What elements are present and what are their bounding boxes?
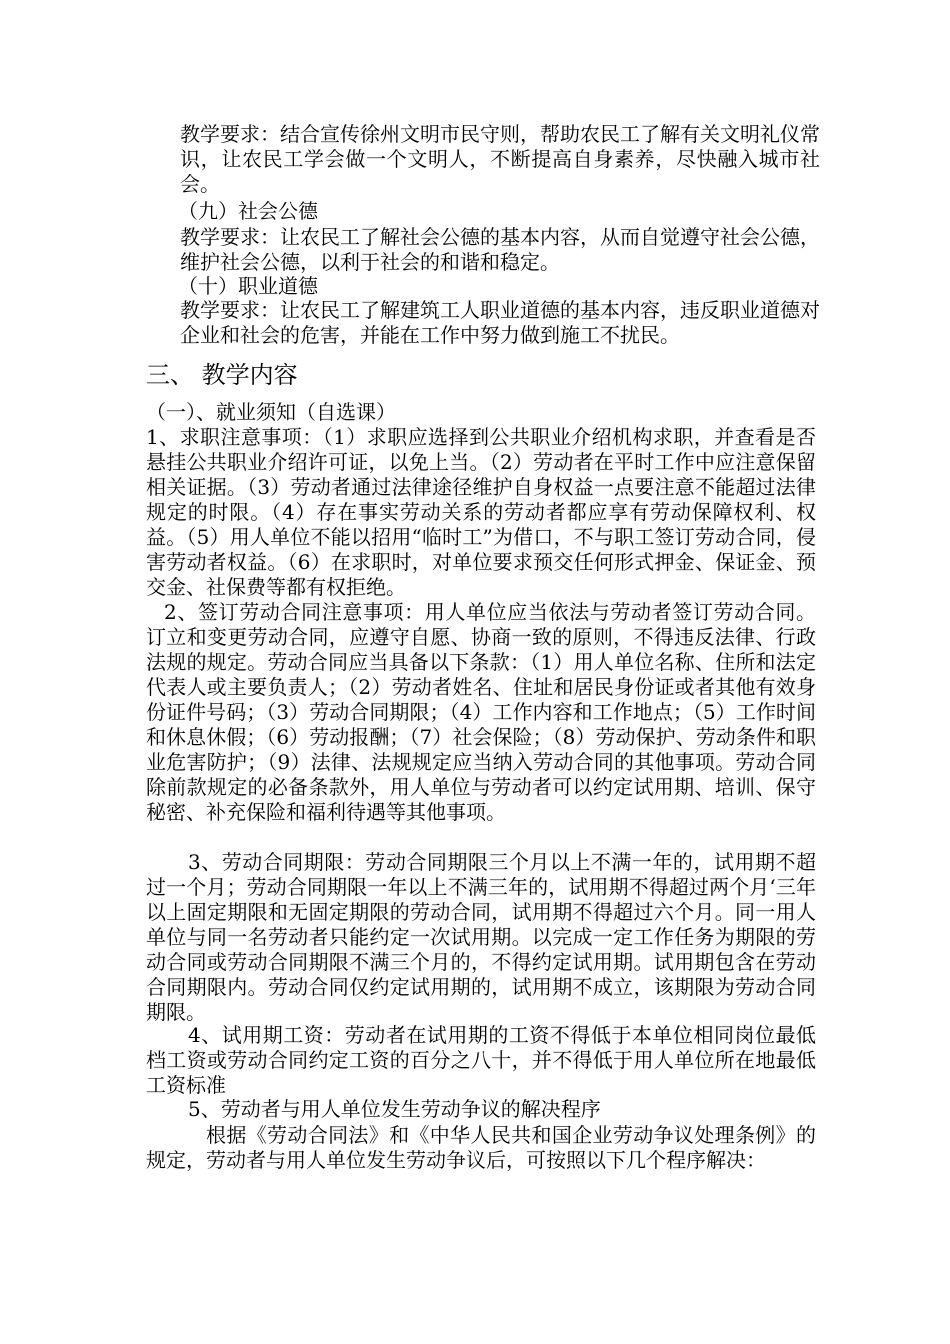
item-2-contract-notes: 2、签订劳动合同注意事项：用人单位应当依法与劳动者签订劳动合同。订立和变更劳动合同，应遵守自愿、协商一致的原则，不得违反法律、行政法规的规定。劳动合同应当具备以下条款：（1）用人单位名称、住所和法定代表人或主要负责人；（2）劳动者姓名、住址和居民身份证或者其他有效身份证件号码；（3）劳动合同期限；（4）工作内容和工作地点；（5）工作时间和休息休假；（6）劳动报酬；（7）社会保险；（8）劳动保护、劳动条件和职业危害防护；（9）法律、法规规定应当纳入劳动合同的其他事项。劳动合同除前款规定的必备条款外，用人单位与劳动者可以约定试用期、培训、保守秘密、补充保险和福利待遇等其他事项。 xyxy=(146,600,816,824)
subsection-10-title: （十）职业道德 xyxy=(178,274,318,298)
item-5-body: 根据《劳动合同法》和《中华人民共和国企业劳动争议处理条例》的规定，劳动者与用人单位发生劳动争议后，可按照以下几个程序解决： xyxy=(146,1123,816,1172)
subsection-9-title: （九）社会公德 xyxy=(178,199,318,223)
item-5-title: 5、劳动者与用人单位发生劳动争议的解决程序 xyxy=(188,1097,601,1121)
item-4-probation-wage: 4、试用期工资：劳动者在试用期的工资不得低于本单位相同岗位最低档工资或劳动合同约定工资的百分之八十，并不得低于用人单位所在地最低工资标准 xyxy=(146,1023,816,1097)
section-3-heading: 三、 教学内容 xyxy=(146,361,298,389)
item-3-contract-term: 3、劳动合同期限：劳动合同期限三个月以上不满一年的，试用期不超过一个月；劳动合同期限一年以上不满三年的，试用期不得超过两个月‘三年以上固定期限和无固定期限的劳动合同，试用期不得超过六个月。同一用人单位与同一名劳动者只能约定一次试用期。以完成一定工作任务为期限的劳动合同或劳动合同期限不满三个月的，不得约定试用期。试用期包含在劳动合同期限内。劳动合同仅约定试用期的，试用期不成立，该期限为劳动合同期限。 xyxy=(146,850,816,1024)
item-1-job-search-notes: 1、求职注意事项：（1）求职应选择到公共职业介绍机构求职，并查看是否悬挂公共职业介绍许可证，以免上当。（2）劳动者在平时工作中应注意保留相关证据。（3）劳动者通过法律途径维护自身权益一点要注意不能超过法律规定的时限。（4）存在事实劳动关系的劳动者都应享有劳动保障权利、权益。（5）用人单位不能以招用“临时工”为借口，不与职工签订劳动合同，侵害劳动者权益。（6）在求职时，对单位要求预交任何形式押金、保证金、预交金、社保费等都有权拒绝。 xyxy=(146,425,816,599)
teaching-requirement-8: 教学要求：结合宣传徐州文明市民守则，帮助农民工了解有关文明礼仪常识，让农民工学会做一个文明人，不断提高自身素养，尽快融入城市社会。 xyxy=(180,122,820,196)
subsection-1-title: （一）、就业须知（自选课） xyxy=(146,400,396,424)
teaching-requirement-10: 教学要求：让农民工了解建筑工人职业道德的基本内容，违反职业道德对企业和社会的危害，并能在工作中努力做到施工不扰民。 xyxy=(180,298,820,347)
teaching-requirement-9: 教学要求：让农民工了解社会公德的基本内容，从而自觉遵守社会公德，维护社会公德，以利于社会的和谐和稳定。 xyxy=(180,225,820,274)
